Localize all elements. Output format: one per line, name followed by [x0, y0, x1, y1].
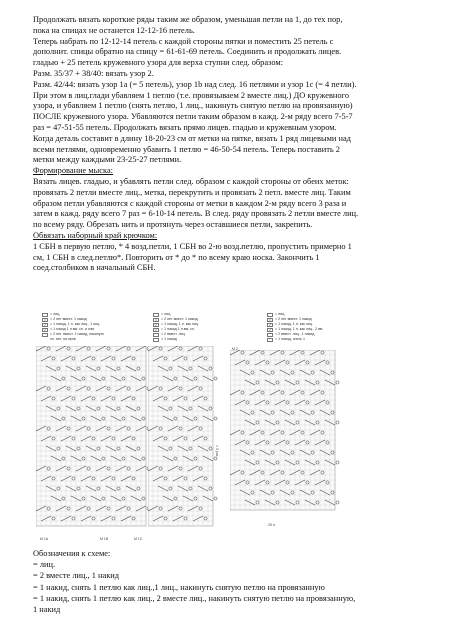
- stitch-symbol-icon: [153, 313, 159, 317]
- stitch-symbol-icon: [42, 328, 48, 332]
- yarn-over-symbol: [336, 461, 339, 464]
- text-line: см, 1 СБН в след.петлю*. Повторить от * до * по всему краю носка. Закончить 1: [33, 252, 320, 262]
- stitch-symbol-icon: [42, 323, 48, 327]
- chart-legend-2: = лиц. = 2 пет вмест. 1 накид = 1 накид, 1 п. как лиц. = 1 накид 1 п.вм. сн. = 2 вмест. лиц. = 1 накид: [153, 312, 221, 342]
- text-line: ПОСЛЕ кружевного узора. Убавляются петли таким образом в кажд. 2-м ряду всего 7-5-7: [33, 112, 353, 122]
- legend-item: = 1 накид, снять 1 петлю как лиц.,1 лиц., накинуть снятую петлю на провязанную: [33, 582, 325, 592]
- yarn-over-symbol: [214, 497, 217, 500]
- section-heading: Обвязать наборный край крючком:: [33, 230, 158, 240]
- text-line: провязать 2 петли вместе лиц., метка, перекрутить и провязать 2 петл. вместе лиц. Таким: [33, 187, 351, 197]
- pattern-text: [33, 15, 443, 274]
- text-line: по всему ряду. Обрезать нить и протянуть через оставшиеся петли, закрепить.: [33, 220, 313, 230]
- text-line: пока на спицах не останется 12-12-16 петель.: [33, 25, 195, 35]
- stitch-symbol-icon: [267, 333, 273, 337]
- stitch-symbol-icon: [42, 313, 48, 317]
- stitch-symbol-icon: [42, 318, 48, 322]
- yarn-over-symbol: [336, 421, 339, 424]
- chart-label-m1c: M 1C: [134, 537, 143, 541]
- stitch-symbol-icon: [267, 318, 273, 322]
- stitch-symbol-icon: [153, 318, 159, 322]
- text-line: 1 СБН в первую петлю, * 4 возд.петли, 1 СБН во 2-ю возд.петлю, пропустить примерно 1: [33, 241, 352, 251]
- legend-item: = 1 накид, снять 1 петлю как лиц., 2 вместе лиц., накинуть снятую петлю на провязанную,: [33, 593, 356, 603]
- text-line: затем в кажд. ряду всего 7 раз = 6-10-14 петель. В след. ряду провязать 2 петли вместе лиц.: [33, 209, 359, 219]
- chart-label-m1a: M 1A: [40, 537, 49, 541]
- knitting-chart-m1: [36, 346, 156, 536]
- chart-label-repeat: = 3 раз: [215, 445, 219, 457]
- symbols-legend: [33, 548, 443, 615]
- stitch-symbol-icon: [42, 333, 48, 337]
- chart-label-m2: M 2: [232, 347, 238, 351]
- stitch-symbol-icon: [267, 328, 273, 332]
- stitch-symbol-icon: [153, 338, 159, 342]
- legend-item: = лиц.: [33, 560, 56, 570]
- chart-label-m1b: M 1B: [100, 537, 109, 541]
- yarn-over-symbol: [214, 417, 217, 420]
- text-line: Разм. 42/44: вязать узор 1а (= 5 петель), узор 1b над след. 16 петлями и узор 1с (= 4 петли).: [33, 79, 357, 89]
- text-line: всеми петлями, одновременно убавить 1 петлю = 46-50-54 петель. Теперь поставить 2: [33, 144, 340, 154]
- text-line: Разм. 35/37 + 38/40: вязать узор 2.: [33, 68, 154, 78]
- stitch-symbol-icon: [267, 338, 273, 342]
- text-line: раз = 47-51-55 петель. Продолжать вязать прямо лицев. гладью и кружевным узором.: [33, 122, 337, 132]
- yarn-over-symbol: [336, 501, 339, 504]
- text-line: Когда деталь составит в длину 18-20-23 см от метки на пятке, вязать 1 ряд лицевыми над: [33, 133, 351, 143]
- legend-heading: Обозначения к схеме:: [33, 549, 111, 558]
- stitch-symbol-icon: [267, 323, 273, 327]
- text-line: Теперь набрать по 12-12-14 петель с каждой стороны пятки и поместить 25 петель с: [33, 36, 334, 46]
- stitch-symbol-icon: [153, 328, 159, 332]
- text-line: Вязать лицев. гладью, и убавлять петли след. образом с каждой стороны от обеих меток:: [33, 176, 349, 186]
- legend-item: 1 накид: [33, 605, 61, 615]
- text-line: При этом в лиц.глади убавляем 1 петлю (т.е. провязываем 2 вместе лиц.) ДО кружевного: [33, 90, 350, 100]
- text-line: Продолжать вязать короткие ряды таким же образом, уменьшая петли на 1, до тех пор,: [33, 15, 343, 24]
- knitting-chart-m1-mid: [148, 346, 220, 536]
- chart-legend-1: = лиц. = 2 пет вмест. 1 накид = 1 накид, 1 п. как лиц., 1 лиц. = 1 накид 1 п.вм. сн. и спм = 2 пет. вмест. 1 накид, накинуть сн. пет. на пров: [42, 312, 110, 342]
- stitch-symbol-icon: [267, 313, 273, 317]
- text-line: образом петли убавляются с каждой стороны от метки в каждом 2-м ряду всего 3 раза и: [33, 198, 347, 208]
- knitting-chart-m2: [230, 350, 340, 520]
- stitch-symbol-icon: [153, 333, 159, 337]
- yarn-over-symbol: [336, 381, 339, 384]
- section-heading: Формирование мыска:: [33, 166, 113, 176]
- text-line: соед.столбиком в начальный СБН.: [33, 263, 156, 273]
- chart-legend-3: = лиц. = 2 пет вмест. 1 накид = 1 накид, 1 п. как лиц. = 1 накид, 1 п. как лиц., 2 вм. = 2 вмест. лиц., 1 накид = 1 накид, снять 1: [267, 312, 347, 342]
- text-line: дополнит. спицы обратно на спицу = 61-61-69 петель. Соединить и продолжать лицев.: [33, 47, 342, 57]
- chart-label-25: 25 п.: [268, 523, 276, 527]
- yarn-over-symbol: [214, 457, 217, 460]
- yarn-over-symbol: [214, 377, 217, 380]
- stitch-symbol-icon: [153, 323, 159, 327]
- text-line: метки между каждыми 23-25-27 петлями.: [33, 155, 182, 165]
- text-line: гладью + 25 петель кружевного узора для верха ступни след. образом:: [33, 58, 283, 68]
- text-line: узора, и убавляем 1 петлю (снять петлю, 1 лиц., накинуть снятую петлю на провязанную): [33, 101, 353, 111]
- legend-item: = 2 вместе лиц., 1 накид: [33, 571, 120, 581]
